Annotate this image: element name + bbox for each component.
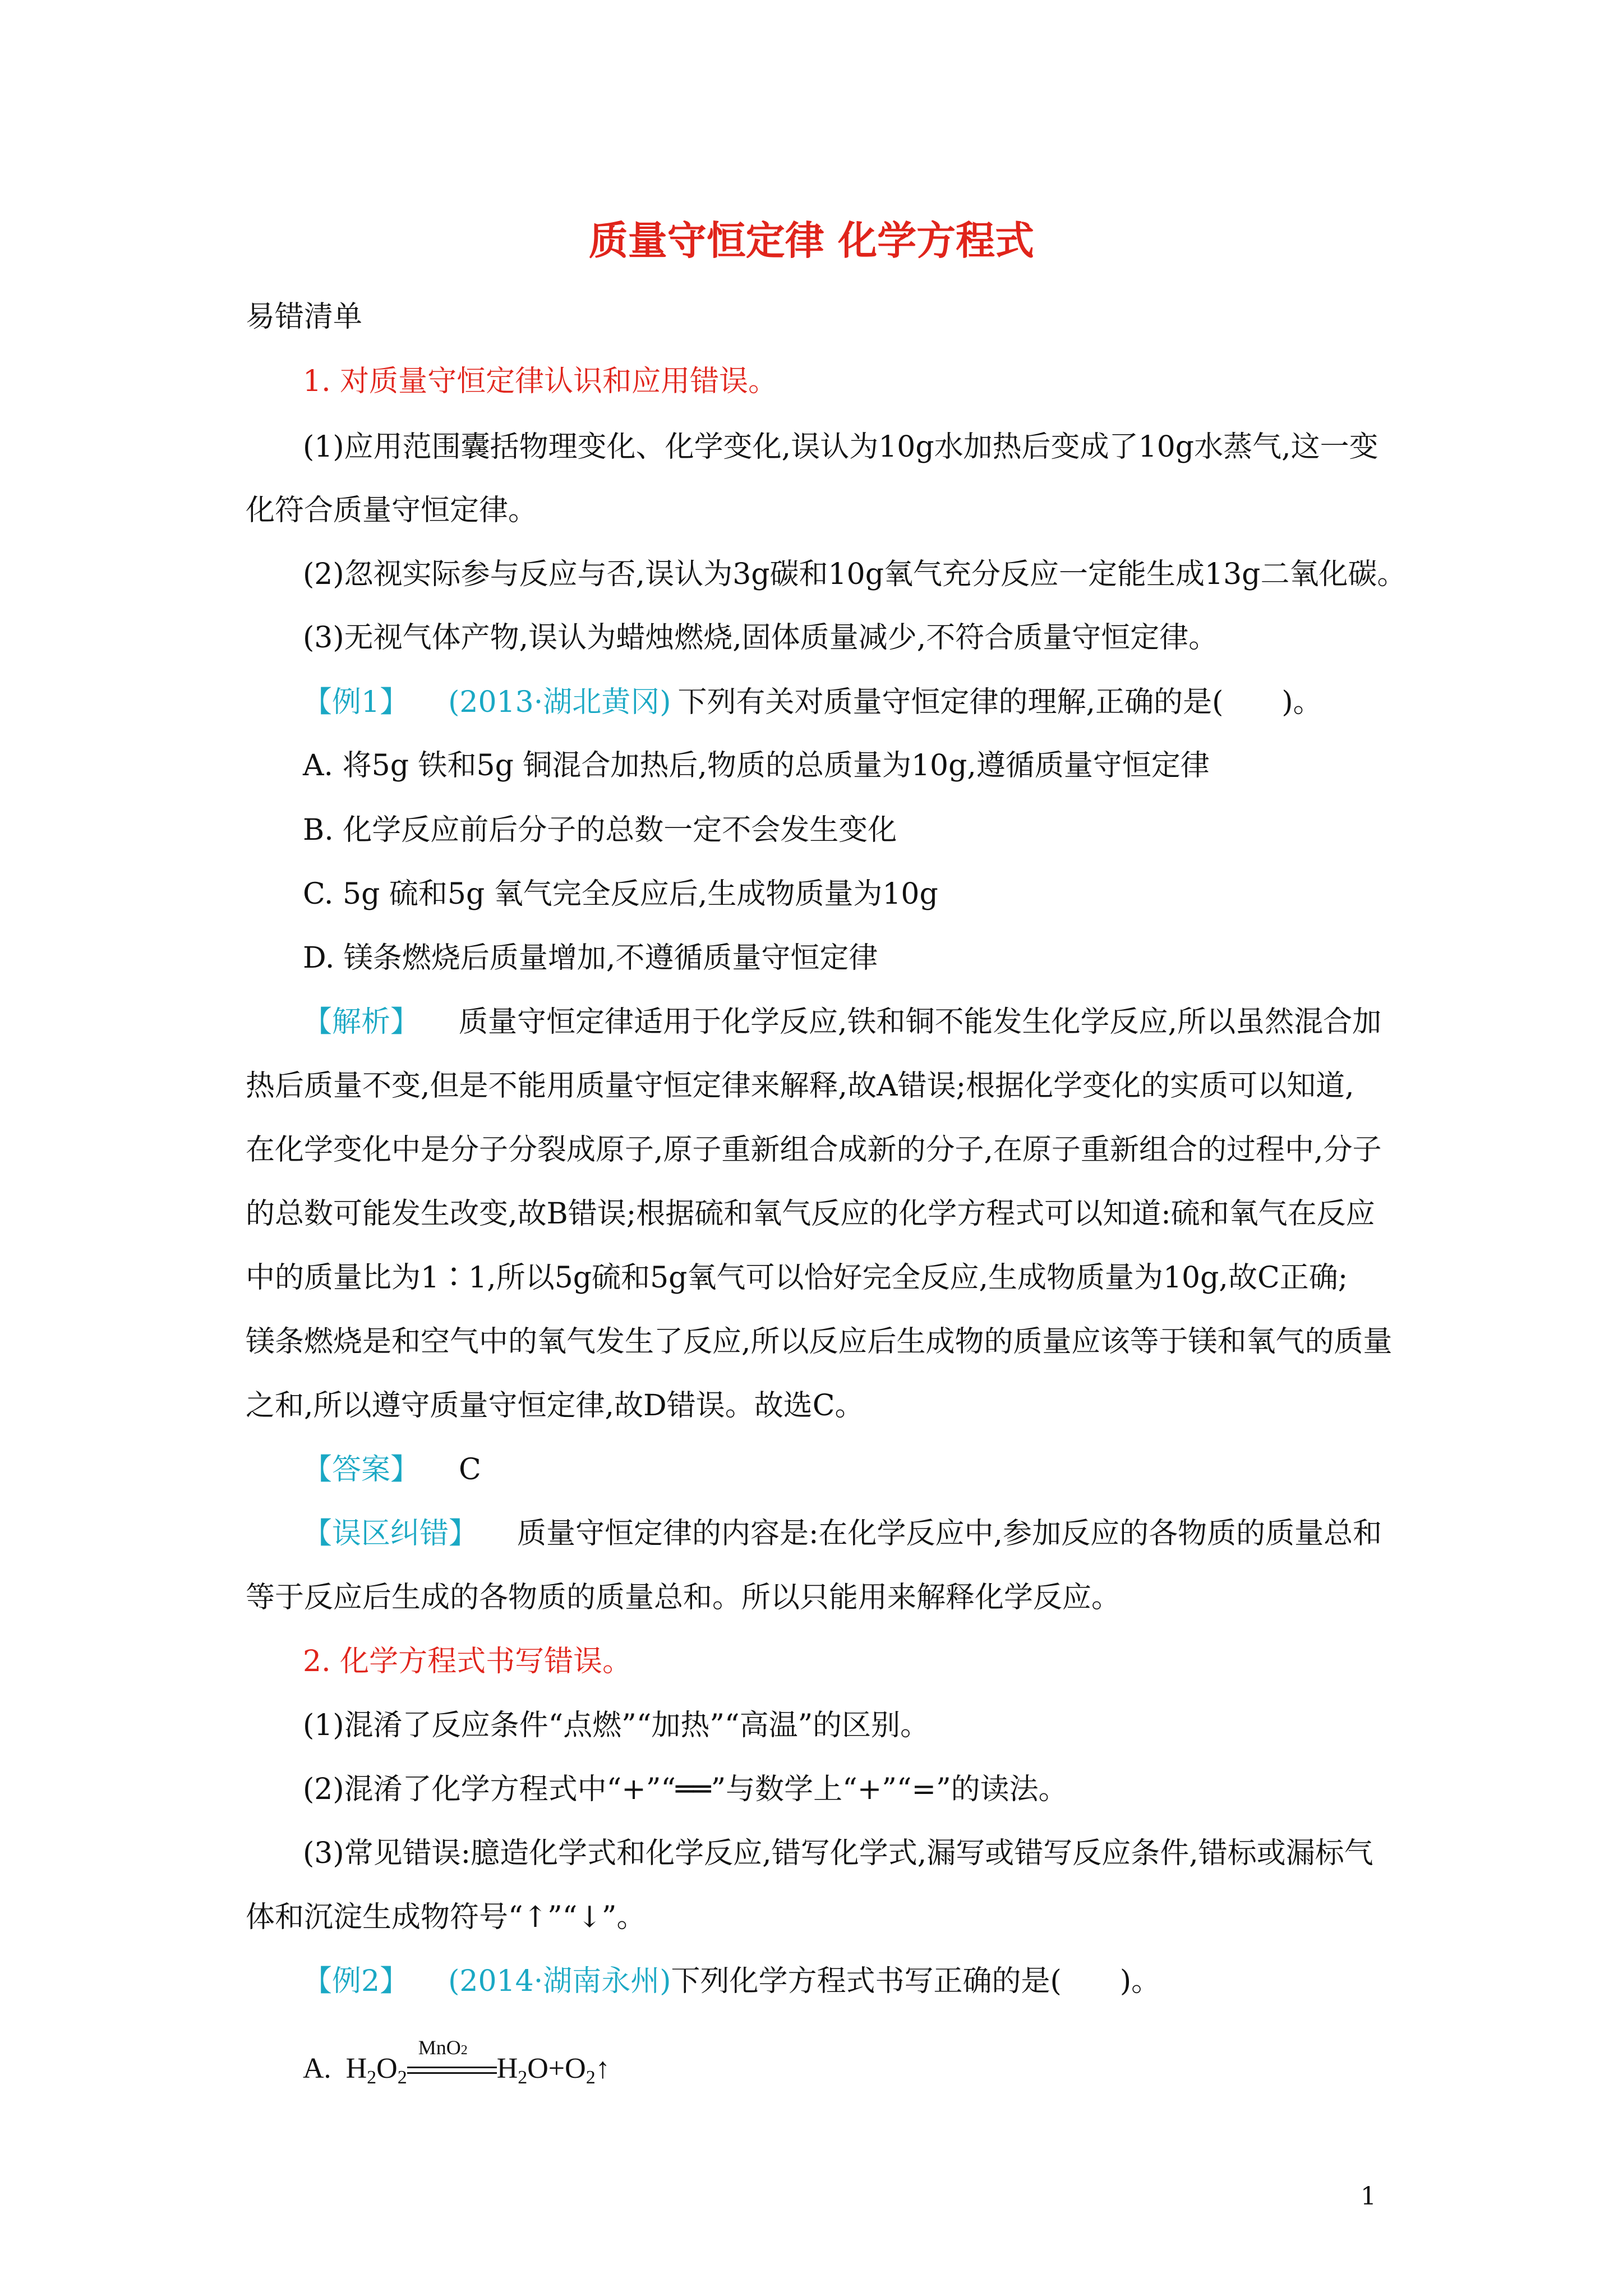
example1-question (303, 684, 1322, 720)
item2-point3-line1: (3)常见错误:臆造化学式和化学反应,错写化学式,漏写或错写反应条件,错标或漏标气 (303, 1837, 1373, 1870)
item1-point1-line2: 化符合质量守恒定律。 (246, 494, 538, 527)
example2-question (303, 1963, 1160, 1999)
example1-option-c: C. 5g 硫和5g 氧气完全反应后,生成物质量为10g (303, 877, 938, 911)
analysis-line-1: 【解析】 质量守恒定律适用于化学反应,铁和铜不能发生化学反应,所以虽然混合加 (303, 1005, 1382, 1039)
analysis-line-7: 之和,所以遵守质量守恒定律,故D错误。故选C。 (246, 1389, 864, 1423)
example1-option-d: D. 镁条燃烧后质量增加,不遵循质量守恒定律 (303, 941, 878, 975)
analysis-line-3: 在化学变化中是分子分裂成原子,原子重新组合成新的分子,在原子重新组合的过程中,分子 (246, 1133, 1382, 1167)
correction-line-2: 等于反应后生成的各物质的质量总和。所以只能用来解释化学反应。 (246, 1581, 1121, 1614)
item1-point2: (2)忽视实际参与反应与否,误认为3g碳和10g氧气充分反应一定能生成13g二氧化碳。 (303, 558, 1407, 591)
item1-point3: (3)无视气体产物,误认为蜡烛燃烧,固体质量减少,不符合质量守恒定律。 (303, 621, 1218, 655)
page-title: 质量守恒定律 化学方程式 (588, 218, 1035, 264)
gas-arrow: ↑ (595, 2053, 610, 2085)
example1-option-b: B. 化学反应前后分子的总数一定不会发生变化 (303, 813, 897, 847)
example2-citation: (2014·湖南永州) (448, 1964, 671, 1998)
example1-tag: 【例1】 (303, 685, 409, 719)
example1-question-text: 下列有关对质量守恒定律的理解,正确的是( )。 (677, 685, 1322, 719)
example1-citation: (2013·湖北黄冈) (448, 685, 671, 719)
analysis-line-6: 镁条燃烧是和空气中的氧气发生了反应,所以反应后生成物的质量应该等于镁和氧气的质量 (246, 1325, 1393, 1359)
correction-tag: 【误区纠错】 (303, 1517, 478, 1550)
analysis-tag: 【解析】 (303, 1005, 420, 1039)
example2-tag: 【例2】 (303, 1964, 409, 1998)
correction-line-1: 【误区纠错】 质量守恒定律的内容是:在化学反应中,参加反应的各物质的质量总和 (303, 1517, 1382, 1550)
item2-heading: 2. 化学方程式书写错误。 (303, 1645, 632, 1678)
item2-point2: (2)混淆了化学方程式中“+”“══”与数学上“+”“=”的读法。 (303, 1773, 1068, 1806)
answer-value: C (459, 1453, 481, 1487)
item1-point1-line1: (1)应用范围囊括物理变化、化学变化,误认为10g水加热后变成了10g水蒸气,这一变 (303, 430, 1378, 464)
example2-option-a: A. $H_2O_2$ MnO2 $H_2O+O_2↑$ (303, 2051, 610, 2096)
item1-heading: 1. 对质量守恒定律认识和应用错误。 (303, 365, 778, 398)
equals-with-catalyst (407, 2036, 497, 2087)
catalyst-label: MnO2 (418, 2036, 468, 2059)
answer-line (303, 1452, 481, 1488)
analysis-line-5: 中的质量比为1∶1,所以5g硫和5g氧气可以恰好完全反应,生成物质量为10g,故C正确; (246, 1261, 1348, 1295)
analysis-line-2: 热后质量不变,但是不能用质量守恒定律来解释,故A错误;根据化学变化的实质可以知道, (246, 1069, 1354, 1103)
document-page: 质量守恒定律 化学方程式 易错清单 1. 对质量守恒定律认识和应用错误。 (1)应用范围囊括物理变化、化学变化,误认为10g水加热后变成了10g水蒸气,这一变 化符合质量守恒定律。 (2)忽视实际参与反应与否,误认为3g碳和10g氧气充分反应一定能生成13g二氧化碳。 (3)无视气体产物,误认为蜡烛燃烧,固体质量减少,不符合质量守恒定律。 【例1】 (2013·湖北黄冈) 下列有关对质量守恒定律的理解,正确的是( )。 A. 将5g 铁和5g 铜混合加热后,物质的总质量为10g,遵循质量守恒定律 B. 化学反应前后分子的总数一定不会发生变化 C. 5g 硫和5g 氧气完全反应后,生成物质量为10g D. 镁条燃烧后质量增加,不遵循质量守恒定律 【解析】 质量守恒定律适用于化学反应,铁和铜不能发生化学反应,所以虽然混合加 热后质量不变,但是不能用质量守恒定律来解释,故A错误;根据化学变化的实质可以知道, 在化学变化中是分子分裂成原子,原子重新组合成新的分子,在原子重新组合的过程中,分子 的总数可能发生改变,故B错误;根据硫和氧气反应的化学方程式可以知道:硫和氧气在反应 中的质量比为1∶1,所以5g硫和5g氧气可以恰好完全反应,生成物质量为10g,故C正确; 镁条燃烧是和空气中的氧气发生了反应,所以反应后生成物的质量应该等于镁和氧气的质量 之和,所以遵守质量守恒定律,故D错误。故选C。 【答案】 C 【误区纠错】 质量守恒定律的内容是:在化学反应中,参加反应的各物质的质量总和 等于反应后生成的各物质的质量总和。所以只能用来解释化学反应。 2. 化学方程式书写错误。 (1)混淆了反应条件“点燃”“加热”“高温”的区别。 (2)混淆了化学方程式中“+”“══”与数学上“+”“=”的读法。 (3)常见错误:臆造化学式和化学反应,错写化学式,漏写或错写反应条件,错标或漏标气 体和沉淀生成物符号“↑”“↓”。 【例2】 (2014·湖南永州)下列化学方程式书写正确的是( )。 A. $H_2O_2$ MnO2 $H_2O+O_2↑$ 1 (0, 0, 1623, 2296)
item2-point1: (1)混淆了反应条件“点燃”“加热”“高温”的区别。 (303, 1709, 930, 1742)
answer-tag: 【答案】 (303, 1453, 420, 1487)
item2-point3-line2: 体和沉淀生成物符号“↑”“↓”。 (246, 1901, 646, 1934)
section-heading: 易错清单 (246, 300, 363, 334)
example2-question-text: 下列化学方程式书写正确的是( )。 (671, 1964, 1161, 1998)
example1-option-a: A. 将5g 铁和5g 铜混合加热后,物质的总质量为10g,遵循质量守恒定律 (303, 749, 1210, 783)
analysis-line-4: 的总数可能发生改变,故B错误;根据硫和氧气反应的化学方程式可以知道:硫和氧气在反应 (246, 1197, 1375, 1231)
